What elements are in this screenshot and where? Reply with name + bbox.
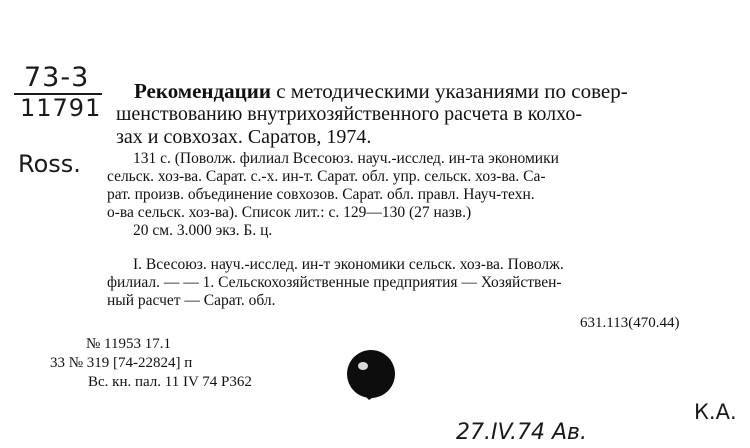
physical-description: 20 см. 3.000 экз. Б. ц.	[133, 222, 273, 239]
description-line: рат. произв. объединение совхозов. Сарат. обл. правл. Науч-техн.	[107, 186, 535, 203]
title-line-1-rest: с методическими указаниями по совер-	[270, 79, 628, 103]
punch-hole-icon	[345, 346, 397, 400]
order-number: 33 № 319 [74-22824] п	[50, 355, 193, 371]
classification-code: 631.113(470.44)	[580, 315, 680, 331]
description-line: о-ва сельск. хоз-ва). Список лит.: с. 129—130 (27 назв.)	[107, 204, 472, 221]
description-line: 131 с. (Поволж. филиал Всесоюз. науч.-исслед. ин-та экономики	[133, 150, 559, 167]
tracing-line: I. Всесоюз. науч.-исслед. ин-т экономики сельск. хоз-ва. Поволж.	[133, 256, 564, 273]
handwritten-region-mark: Ross.	[18, 150, 81, 178]
tracing-line: филиал. — — 1. Сельскохозяйственные предприятия — Хозяйствен-	[107, 274, 562, 291]
shelf-mark-bottom: 11791	[20, 94, 102, 122]
book-chamber-note: Вс. кн. пал. 11 IV 74 Р362	[88, 374, 252, 390]
description-line: сельск. хоз-ва. Сарат. с.-х. ин-т. Сарат. обл. упр. сельск. хоз-ва. Са-	[107, 168, 546, 185]
title-line-2: шенствованию внутрихозяйственного расчета в колхо-	[116, 103, 583, 125]
tracing-line: ный расчет — Сарат. обл.	[107, 292, 276, 309]
title-heading: Рекомендации	[134, 79, 271, 103]
registry-number: № 11953 17.1	[86, 336, 172, 352]
title-line-1	[134, 79, 628, 104]
shelf-mark-top: 73-3	[24, 62, 90, 93]
handwritten-date: 27.IV.74 Ав.	[456, 420, 587, 445]
handwritten-initials: К.А.	[694, 400, 737, 424]
title-line-3: зах и совхозах. Саратов, 1974.	[116, 126, 372, 148]
